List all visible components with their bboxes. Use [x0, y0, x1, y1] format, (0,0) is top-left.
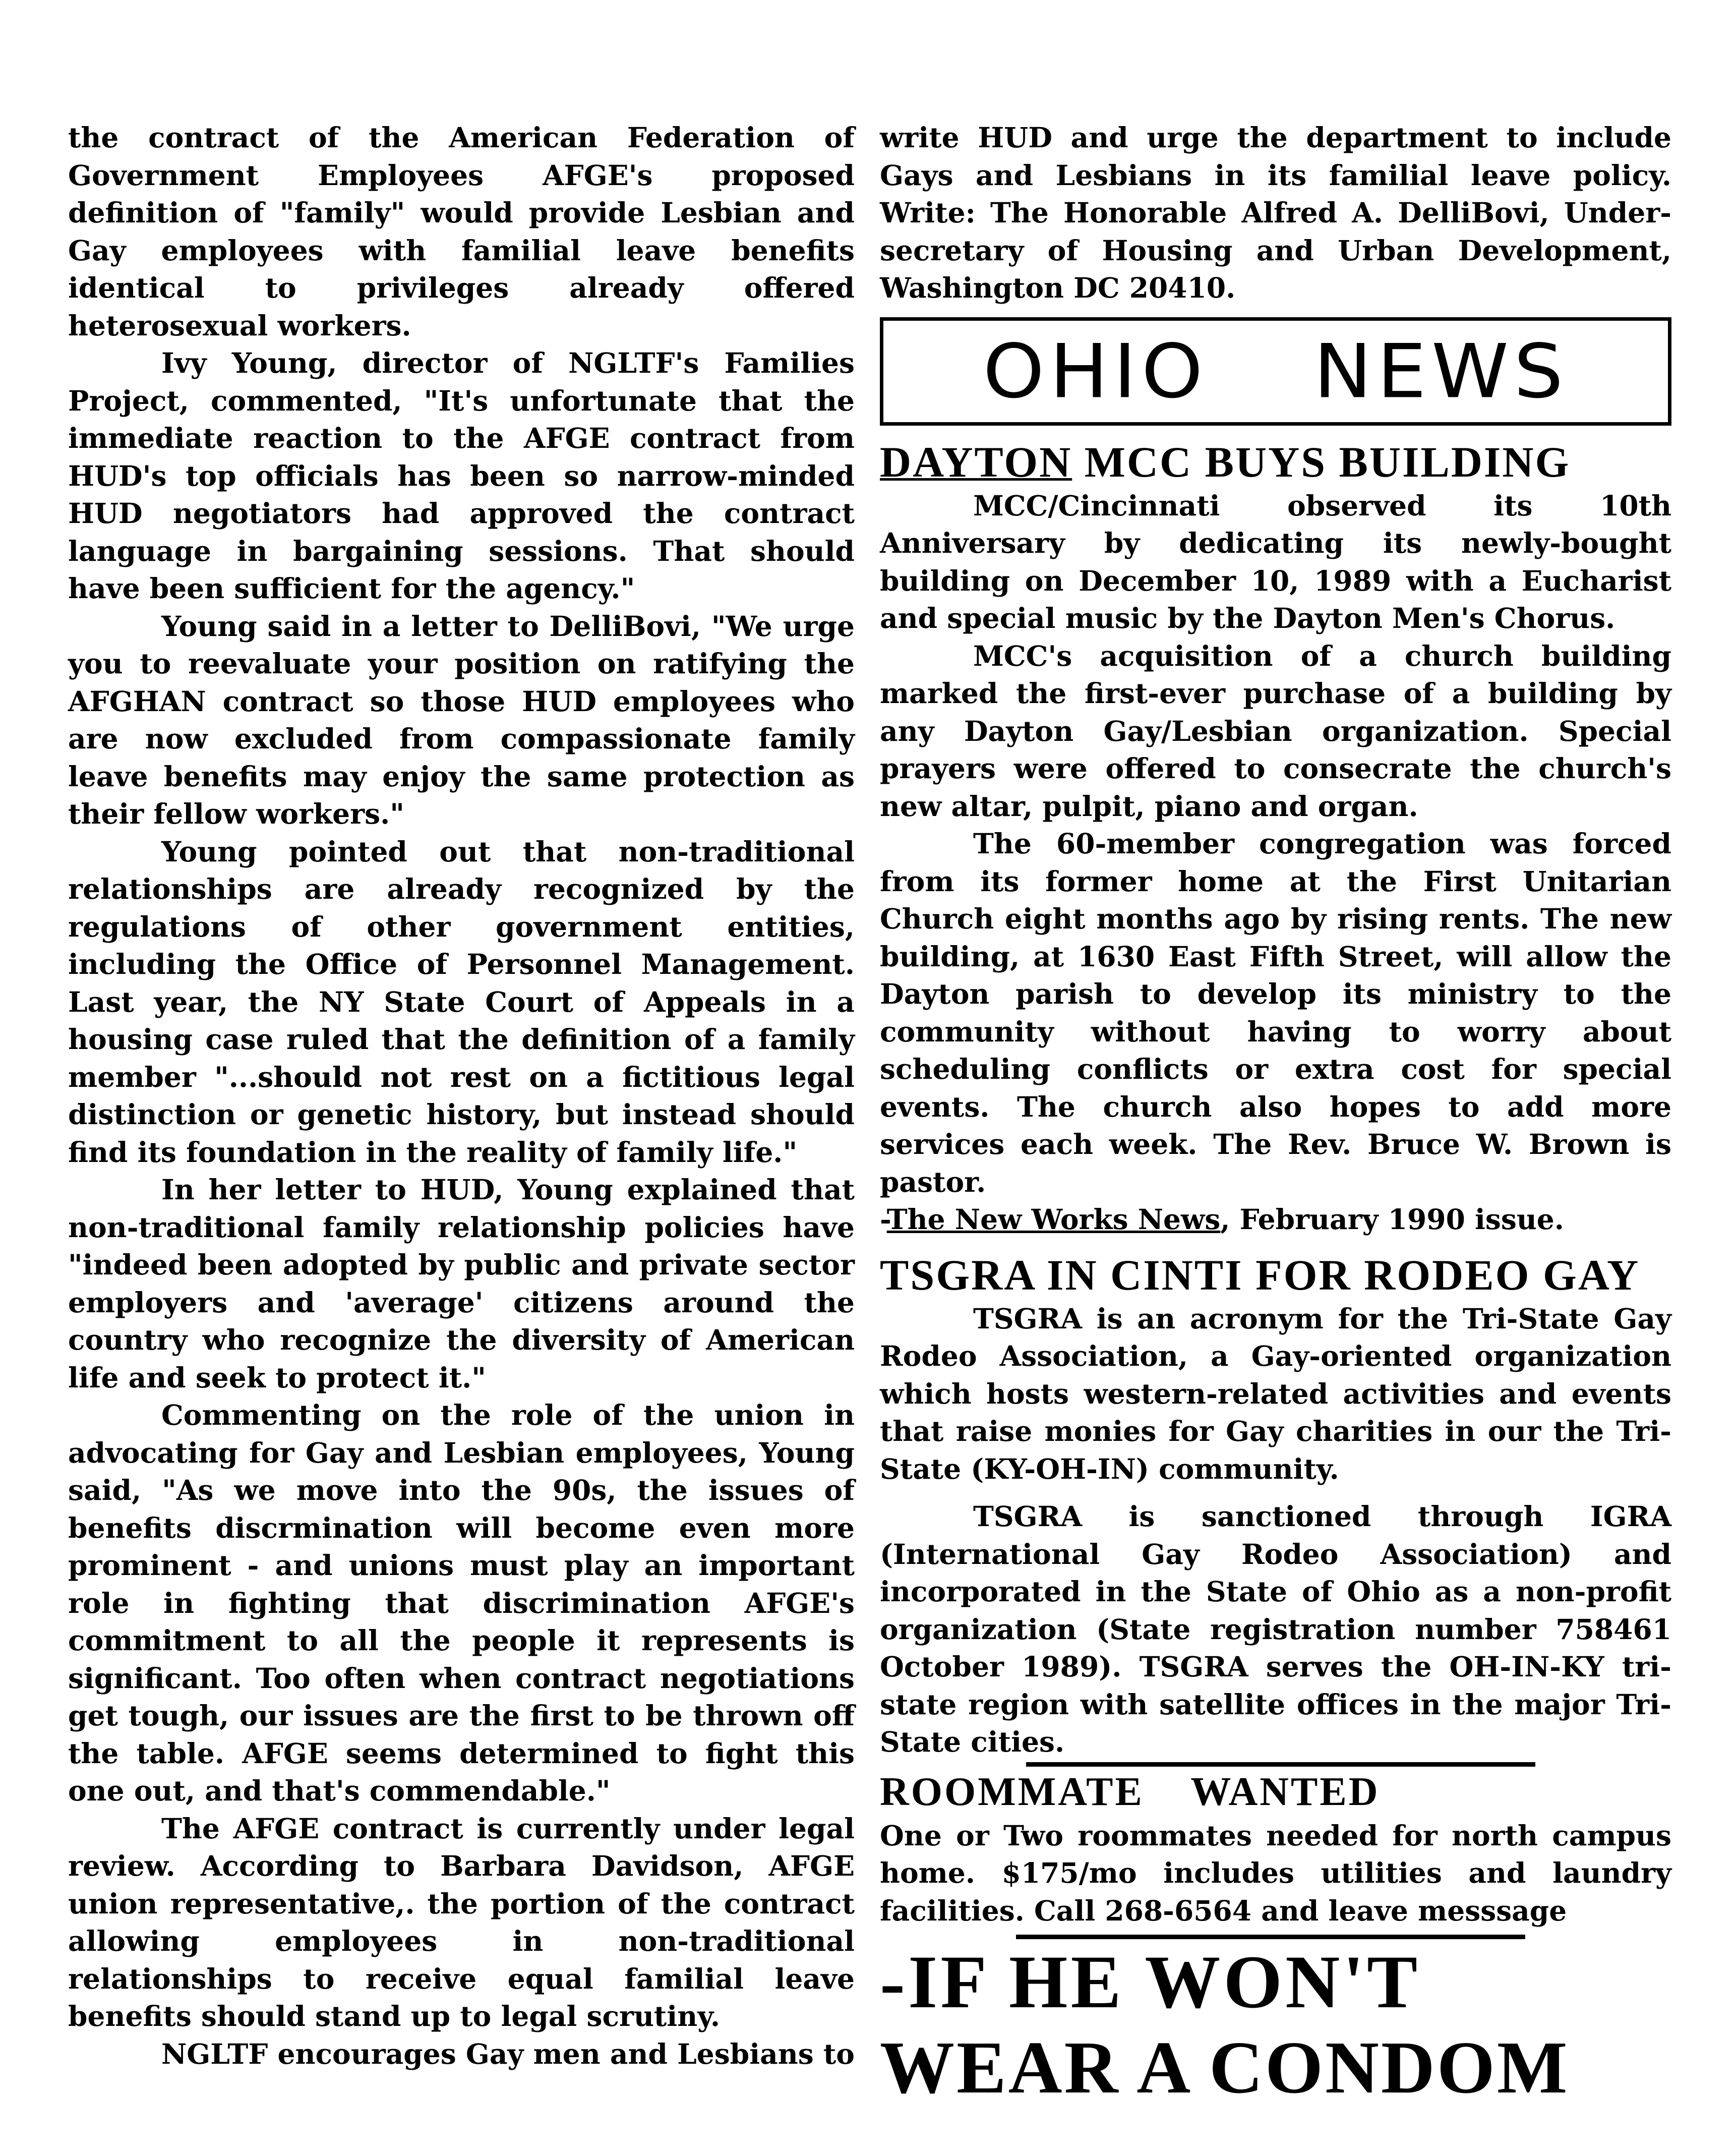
credit-title: The New Works News — [886, 1203, 1221, 1236]
left-column — [68, 119, 855, 2073]
dayton-paragraph-1: MCC/Cincinnati observed its 10th Anniversary by dedicating its newly-bought building on December 10, 1989 with a Eucharist and special music by the Dayton Men's Chorus. — [880, 489, 1671, 634]
credit-suffix: , February 1990 issue. — [1220, 1203, 1564, 1236]
dayton-headline — [880, 437, 1671, 487]
tsgra-paragraph-1: TSGRA is an acronym for the Tri-State Gay Rodeo Association, a Gay-oriented organization which hosts western-related activities and events that raise monies for Gay charities in our the Tri-State (KY-OH-IN) community. — [880, 1302, 1671, 1485]
ohio-news-banner — [880, 317, 1671, 426]
left-paragraph-5: In her letter to HUD, Young explained that non-traditional family relationship policies have "indeed been adopted by public and private sector employers and 'average' citizens around the country who recognize the diversity of American life and seek to protect it." — [68, 1173, 855, 1394]
divider-rule — [1026, 1762, 1535, 1767]
roommate-body: One or Two roommates needed for north campus home. $175/mo includes utilities and laundry facilities. Call 268-6564 and leave messsage — [880, 1819, 1671, 1927]
left-paragraph-4: Young pointed out that non-traditional relationships are already recognized by the regulations of other government entities, including the Office of Personnel Management. Last year, the NY State Court of Appeals in a housing case ruled that the definition of a family member "...should not rest on a fictitious legal distinction or genetic history, but instead should find its foundation in the reality of family life." — [68, 835, 855, 1169]
divider-rule-2 — [1016, 1935, 1525, 1939]
condom-banner-line-1: -IF HE WON'T — [880, 1940, 1421, 2024]
ohio-news-title: OHIO NEWS — [983, 328, 1569, 415]
tsgra-paragraph-2: TSGRA is sanctioned through IGRA (International Gay Rodeo Association) and incorporated in the State of Ohio as a non-profit organization (State registration number 758461 October 1989). TSGRA serves the OH-IN-KY tri-state region with satellite offices in the major Tri-State cities. — [880, 1500, 1671, 1758]
dayton-headline-rest: MCC BUYS BUILDING — [1072, 437, 1571, 486]
dayton-headline-underlined: DAYTON — [880, 437, 1072, 486]
left-paragraph-3: Young said in a letter to DelliBovi, "We urge you to reevaluate your position on ratifying the AFGHAN contract so those HUD employees who are now excluded from compassionate family leave benefits may enjoy the same protection as their fellow workers." — [68, 609, 855, 830]
dayton-credit — [880, 1201, 1671, 1239]
right-intro-paragraph: write HUD and urge the department to include Gays and Lesbians in its familial leave policy. Write: The Honorable Alfred A. DelliBovi, Under-secretary of Housing and Urban Development, Washington DC 20410. — [880, 121, 1671, 304]
left-paragraph-7: The AFGE contract is currently under legal review. According to Barbara Davidson, AFGE union representative,. the portion of the contract allowing employees in non-traditional relationships to receive equal familial leave benefits should stand up to legal scrutiny. — [68, 1812, 855, 2032]
left-paragraph-8: NGLTF encourages Gay men and Lesbians to — [161, 2037, 855, 2070]
condom-banner-line-2: WEAR A CONDOM — [880, 2026, 1570, 2109]
roommate-headline: ROOMMATE WANTED — [880, 1769, 1380, 1814]
credit-prefix: - — [880, 1203, 887, 1236]
right-column — [880, 119, 1671, 2111]
left-paragraph-2: Ivy Young, director of NGLTF's Families Project, commented, "It's unfortunate that the immediate reaction to the AFGE contract from HUD's top officials has been so narrow-minded HUD negotiators had approved the contract language in bargaining sessions. That should have been sufficient for the agency." — [68, 346, 855, 605]
left-paragraph-1: the contract of the American Federation of Government Employees AFGE's proposed definition of "family" would provide Lesbian and Gay employees with familial leave benefits identical to privileges already offered heterosexual workers. — [68, 121, 855, 342]
tsgra-headline: TSGRA IN CINTI FOR RODEO GAY — [880, 1250, 1640, 1299]
dayton-paragraph-3: The 60-member congregation was forced from its former home at the First Unitarian Church eight months ago by rising rents. The new building, at 1630 East Fifth Street, will allow the Dayton parish to develop its ministry to the community without having to worry about scheduling conflicts or extra cost for special events. The church also hopes to add more services each week. The Rev. Bruce W. Brown is pastor. — [880, 827, 1671, 1198]
left-paragraph-6: Commenting on the role of the union in advocating for Gay and Lesbian employees, Young said, "As we move into the 90s, the issues of benefits discrmination will become even more prominent - and unions must play an important role in fighting that discrimination AFGE's commitment to all the people it represents is significant. Too often when contract negotiations get tough, our issues are the first to be thrown off the table. AFGE seems determined to fight this one out, and that's commendable." — [68, 1399, 855, 1807]
dayton-paragraph-2: MCC's acquisition of a church building marked the first-ever purchase of a building by any Dayton Gay/Lesbian organization. Special prayers were offered to consecrate the church's new altar, pulpit, piano and organ. — [880, 639, 1671, 823]
